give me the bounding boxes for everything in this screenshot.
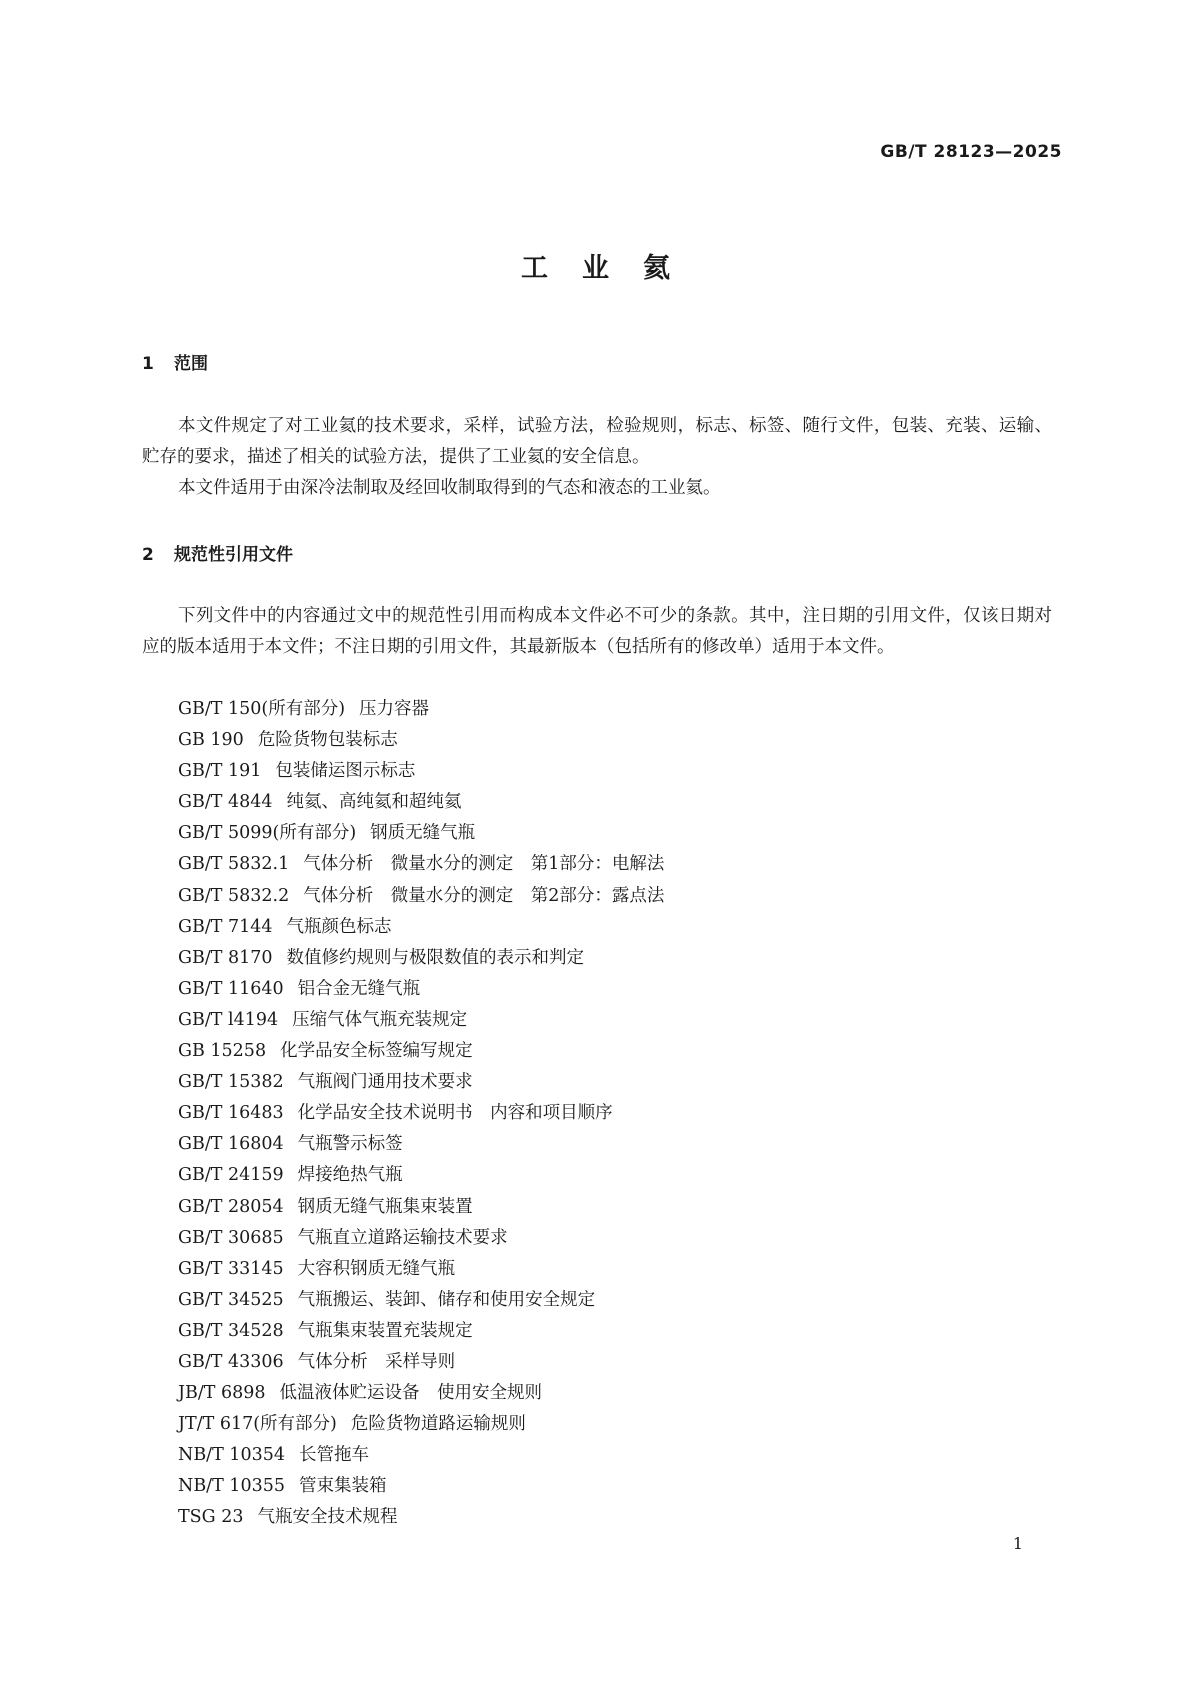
page-number: 1 [1012,1534,1023,1553]
reference-item [178,1409,664,1440]
reference-code: GB/T 5832.2 [178,885,290,906]
reference-title: 化学品安全标签编写规定 [280,1041,473,1062]
scope-paragraph-1: 本文件规定了对工业氦的技术要求，采样，试验方法，检验规则，标志、标签、随行文件，包装、充装、运输、贮存的要求，描述了相关的试验方法，提供了工业氦的安全信息。 [142,416,1052,467]
reference-code: GB/T 16483 [178,1103,284,1124]
reference-title: 气瓶搬运、装卸、储存和使用安全规定 [297,1289,596,1310]
reference-item [178,1129,664,1160]
reference-code: GB/T 43306 [178,1351,284,1372]
reference-item [178,1005,664,1036]
reference-title: 气瓶集束装置充装规定 [297,1320,473,1341]
reference-code: GB/T 8170 [178,947,273,968]
reference-title: 气体分析 微量水分的测定 第1部分：电解法 [303,854,665,875]
reference-item [178,1098,664,1129]
reference-code: NB/T 10354 [178,1445,285,1466]
reference-code: GB 190 [178,730,244,751]
reference-code: GB/T 150(所有部分) [178,699,346,719]
reference-title: 化学品安全技术说明书 内容和项目顺序 [297,1103,613,1124]
reference-code: GB/T 24159 [178,1165,284,1186]
reference-item [178,756,664,787]
scope-paragraph-2: 本文件适用于由深冷法制取及经回收制取得到的气态和液态的工业氦。 [178,478,721,498]
reference-code: GB/T 7144 [178,916,273,937]
reference-item [178,1285,664,1316]
section-heading-scope [142,349,208,374]
reference-title: 数值修约规则与极限数值的表示和判定 [286,947,585,968]
reference-item [178,694,664,725]
reference-title: 钢质无缝气瓶集束装置 [297,1196,473,1217]
reference-code: JT/T 617(所有部分) [178,1414,337,1435]
reference-code: GB/T 33145 [178,1258,284,1279]
reference-item [178,1192,664,1223]
reference-title: 压缩气体气瓶充装规定 [292,1009,468,1030]
reference-code: GB/T 34528 [178,1320,284,1341]
reference-code: GB/T 4844 [178,792,273,813]
reference-title: 压力容器 [359,699,430,719]
reference-title: 气体分析 微量水分的测定 第2部分：露点法 [303,885,665,906]
section-title: 规范性引用文件 [174,545,293,565]
reference-code: GB/T l4194 [178,1009,279,1030]
reference-item [178,1036,664,1067]
document-title: 工业氦 [521,253,704,284]
reference-list [178,694,664,1534]
reference-item [178,1254,664,1285]
reference-title: 气瓶阀门通用技术要求 [297,1072,473,1093]
reference-code: TSG 23 [178,1507,244,1528]
reference-item [178,1347,664,1378]
reference-code: GB/T 15382 [178,1072,284,1093]
reference-item [178,1160,664,1191]
reference-code: GB/T 30685 [178,1227,284,1248]
reference-title: 气瓶颜色标志 [286,916,392,937]
section-title: 范围 [174,354,208,374]
reference-code: GB/T 28054 [178,1196,284,1217]
reference-title: 低温液体贮运设备 使用安全规则 [279,1383,543,1404]
reference-item [178,943,664,974]
references-intro-paragraph: 下列文件中的内容通过文中的规范性引用而构成本文件必不可少的条款。其中，注日期的引用文件，仅该日期对应的版本适用于本文件；不注日期的引用文件，其最新版本（包括所有的修改单）适用于本文件。 [142,606,1052,657]
document-code: GB/T 28123—2025 [880,142,1062,162]
reference-code: JB/T 6898 [178,1383,266,1404]
reference-title: 气体分析 采样导则 [297,1351,456,1372]
reference-title: 包装储运图示标志 [275,761,416,782]
section-number: 1 [142,354,154,374]
reference-item [178,1223,664,1254]
reference-title: 危险货物道路运输规则 [350,1414,526,1435]
reference-item [178,1502,664,1533]
reference-item [178,849,664,880]
reference-item [178,881,664,912]
reference-title: 大容积钢质无缝气瓶 [297,1258,456,1279]
reference-code: GB/T 191 [178,761,262,782]
reference-title: 焊接绝热气瓶 [297,1165,403,1186]
reference-title: 铝合金无缝气瓶 [297,978,421,999]
reference-title: 危险货物包装标志 [257,730,398,751]
reference-item [178,1378,664,1409]
reference-code: NB/T 10355 [178,1476,285,1497]
reference-item [178,1067,664,1098]
reference-title: 气瓶直立道路运输技术要求 [297,1227,508,1248]
reference-item [178,1471,664,1502]
reference-title: 钢质无缝气瓶 [370,823,476,844]
section-heading-normative-references [142,540,293,565]
reference-item [178,1316,664,1347]
reference-title: 纯氦、高纯氦和超纯氦 [286,792,462,813]
reference-item [178,1440,664,1471]
reference-code: GB/T 5832.1 [178,854,290,875]
reference-title: 气瓶安全技术规程 [257,1507,398,1528]
reference-item [178,912,664,943]
reference-title: 长管拖车 [298,1445,369,1466]
reference-item [178,787,664,818]
reference-code: GB/T 11640 [178,978,284,999]
reference-title: 气瓶警示标签 [297,1134,403,1155]
reference-code: GB/T 5099(所有部分) [178,823,357,844]
reference-code: GB 15258 [178,1041,267,1062]
reference-code: GB/T 34525 [178,1289,284,1310]
reference-item [178,725,664,756]
reference-item [178,818,664,849]
reference-title: 管束集装箱 [298,1476,387,1497]
section-number: 2 [142,545,154,565]
reference-code: GB/T 16804 [178,1134,284,1155]
reference-item [178,974,664,1005]
